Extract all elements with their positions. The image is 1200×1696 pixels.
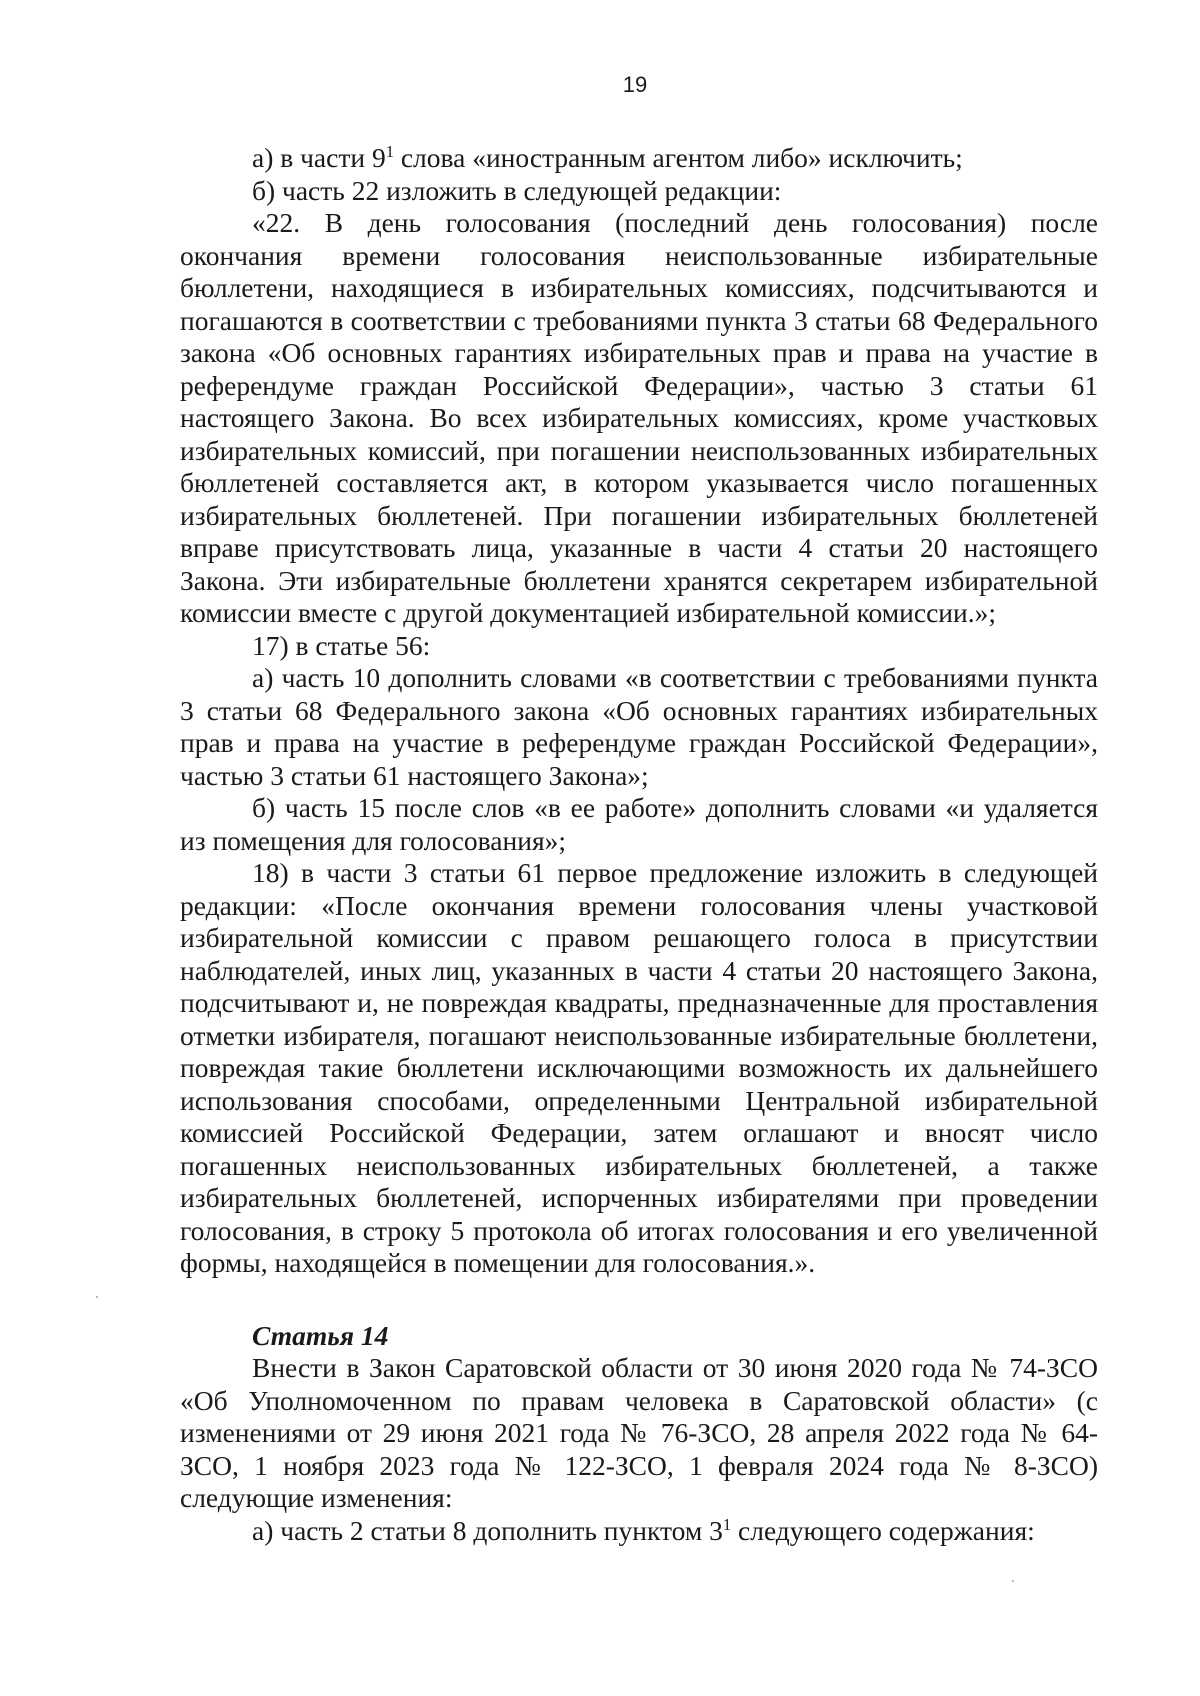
document-body: [180, 142, 1098, 1547]
article-title: Статья 14: [252, 1319, 389, 1351]
paragraph-item-a-part-10: а) часть 10 дополнить словами «в соответствии с требованиями пункта 3 статьи 68 Федерального закона «Об основных гарантиях избирательных прав и права на участие в референдуме граждан Российской Федерации», частью 3 статьи 61 настоящего Закона»;: [180, 662, 1098, 791]
superscript: 1: [385, 141, 394, 161]
paragraph-item-a-part-9: а) в части $9^1$ слова «иностранным агентом либо» исключить;: [252, 141, 963, 173]
paragraph-article-14-item-a: а) часть 2 статьи 8 дополнить пунктом $3^1$ следующего содержания:: [252, 1514, 1035, 1546]
paragraph-item-b-part-22: б) часть 22 изложить в следующей редакции:: [252, 174, 782, 206]
paragraph-item-18: 18) в части 3 статьи 61 первое предложение изложить в следующей редакции: «После окончания времени голосования члены участковой избирательной комиссии с правом решающего голоса в присутствии наблюдателей, иных лиц, указанных в части 4 статьи 20 настоящего Закона, подсчитывают и, не повреждая квадраты, предназначенные для проставления отметки избирателя, погашают неиспользованные избирательные бюллетени, повреждая такие бюллетени исключающими возможность их дальнейшего использования способами, определенными Центральной избирательной комиссией Российской Федерации, затем оглашают и вносят число погашенных неиспользованных избирательных бюллетеней, а также избирательных бюллетеней, испорченных избирателями при проведении голосования, в строку 5 протокола об итогах голосования и его увеличенной формы, находящейся в помещении для голосования.».: [180, 857, 1098, 1278]
paragraph-item-17: 17) в статье 56:: [252, 629, 431, 661]
paragraph-item-b-part-15: б) часть 15 после слов «в ее работе» дополнить словами «и удаляется из помещения для голосования»;: [180, 792, 1098, 856]
paragraph-part-22-text: «22. В день голосования (последний день голосования) после окончания времени голосования неиспользованные избирательные бюллетени, находящиеся в избирательных комиссиях, подсчитываются и погашаются в соответствии с требованиями пункта 3 статьи 68 Федерального закона «Об основных гарантиях избирательных прав и права на участие в референдуме граждан Российской Федерации», частью 3 статьи 61 настоящего Закона. Во всех избирательных комиссиях, кроме участковых избирательных комиссий, при погашении неиспользованных избирательных бюллетеней составляется акт, в котором указывается число погашенных избирательных бюллетеней. При погашении избирательных бюллетеней вправе присутствовать лица, указанные в части 4 статьи 20 настоящего Закона. Эти избирательные бюллетени хранятся секретарем избирательной комиссии вместе с другой документацией избирательной комиссии.»;: [180, 207, 1098, 628]
scan-speck: [96, 1296, 98, 1298]
paragraph-article-14-intro: Внести в Закон Саратовской области от 30 июня 2020 года № 74-ЗСО «Об Уполномоченном по правам человека в Саратовской области» (с изменениями от 29 июня 2021 года № 76-ЗСО, 28 апреля 2022 года № 64-ЗСО, 1 ноября 2023 года № 122-ЗСО, 1 февраля 2024 года № 8-ЗСО) следующие изменения:: [180, 1352, 1098, 1513]
page-number: 19: [622, 72, 648, 97]
scan-speck: [1012, 1580, 1014, 1582]
superscript: 1: [722, 1514, 732, 1534]
